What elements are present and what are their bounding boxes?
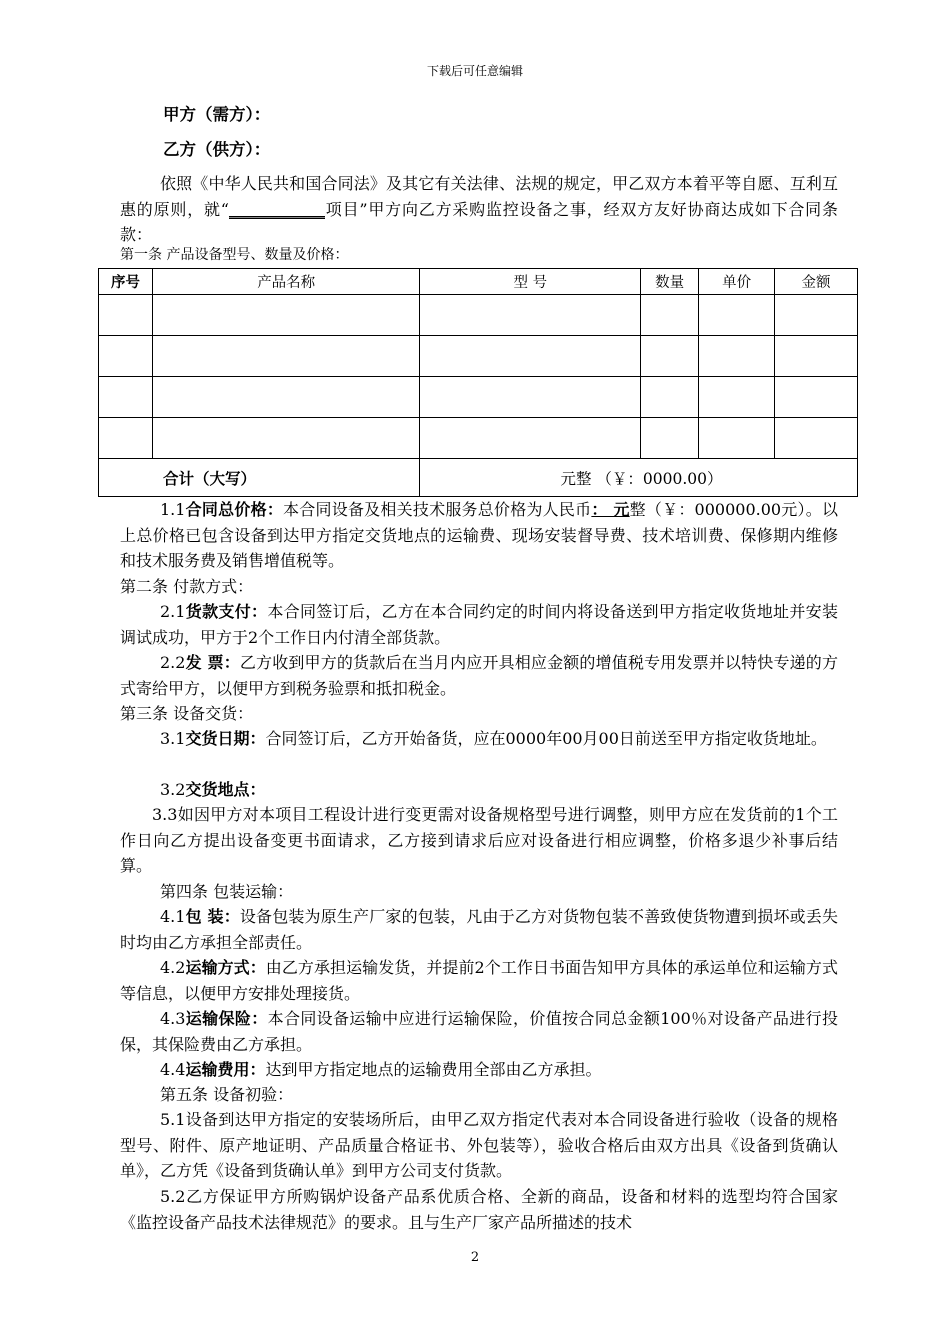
- total-label: 合计（大写）: [99, 459, 420, 497]
- table-cell[interactable]: [420, 336, 641, 377]
- table-cell[interactable]: [99, 377, 153, 418]
- total-value: 元整 （￥：0000.00）: [420, 459, 858, 497]
- project-blank[interactable]: ____________: [228, 199, 325, 219]
- table-cell[interactable]: [420, 377, 641, 418]
- party-a-label: 甲方（需方）：: [163, 105, 271, 124]
- table-cell[interactable]: [420, 295, 641, 336]
- table-row: [99, 295, 858, 336]
- clause-2-1: 2.1货款支付：本合同签订后，乙方在本合同约定的时间内将设备送到甲方指定收货地址并安装调试成功，甲方于2个工作日内付清全部货款。: [120, 602, 838, 647]
- table-cell[interactable]: [699, 336, 775, 377]
- clause-4-4: 4.4运输费用：达到甲方指定地点的运输费用全部由乙方承担。: [160, 1060, 602, 1079]
- col-header-model: 型 号: [420, 269, 641, 295]
- table-row: [99, 336, 858, 377]
- table-cell[interactable]: [699, 377, 775, 418]
- table-cell[interactable]: [641, 336, 699, 377]
- clause-3-1: 3.1交货日期：合同签订后，乙方开始备货，应在0000年00月00日前送至甲方指定收货地址。: [160, 729, 827, 748]
- table-header-row: [99, 269, 858, 295]
- table-cell[interactable]: [699, 418, 775, 459]
- clause-4-2: 4.2运输方式：由乙方承担运输发货，并提前2个工作日书面告知甲方具体的承运单位和运输方式等信息，以便甲方安排处理接货。: [120, 958, 838, 1003]
- page-number: 2: [470, 1250, 480, 1265]
- table-cell[interactable]: [641, 377, 699, 418]
- article-4-title: 第四条 包装运输：: [160, 882, 294, 901]
- clause-4-3: 4.3运输保险：本合同设备运输中应进行运输保险，价值按合同总金额100％对设备产品进行投保，其保险费由乙方承担。: [120, 1009, 838, 1054]
- article-3-title: 第三条 设备交货：: [120, 704, 254, 723]
- clause-3-3: 3.3如因甲方对本项目工程设计进行变更需对设备规格型号进行调整，则甲方应在发货前的1个工作日向乙方提出设备变更书面请求，乙方接到请求后应对设备进行相应调整，价格多退少补事后结算。: [120, 805, 838, 875]
- table-total-row: [99, 459, 858, 497]
- table-cell[interactable]: [775, 336, 858, 377]
- page-header-note: 下载后可任意编辑: [426, 64, 523, 78]
- table-cell[interactable]: [152, 377, 420, 418]
- article-5-title: 第五条 设备初验：: [160, 1085, 294, 1104]
- table-row: [99, 377, 858, 418]
- article-1-title: 第一条 产品设备型号、数量及价格：: [120, 247, 349, 263]
- table-cell[interactable]: [99, 418, 153, 459]
- clause-4-1: 4.1包 装：设备包装为原生产厂家的包装，凡由于乙方对货物包装不善致使货物遭到损坏或丢失时均由乙方承担全部责任。: [120, 907, 838, 952]
- col-header-index: 序号: [99, 269, 153, 295]
- clause-2-2: 2.2发 票：乙方收到甲方的货款后在当月内应开具相应金额的增值税专用发票并以特快专递的方式寄给甲方，以便甲方到税务验票和抵扣税金。: [120, 653, 838, 698]
- col-header-amount: 金额: [775, 269, 858, 295]
- table-cell[interactable]: [152, 295, 420, 336]
- table-row: [99, 418, 858, 459]
- table-cell[interactable]: [152, 418, 420, 459]
- clause-3-2: 3.2交货地点：: [160, 780, 266, 799]
- table-cell[interactable]: [99, 336, 153, 377]
- intro-paragraph: 依照《中华人民共和国合同法》及其它有关法律、法规的规定，甲乙双方本着平等自愿、互利互惠的原则，就“____________项目”甲方向乙方采购监控设备之事，经双方友好协商达成如下合同条款：: [120, 174, 838, 244]
- article-2-title: 第二条 付款方式：: [120, 577, 254, 596]
- table-cell[interactable]: [99, 295, 153, 336]
- table-cell[interactable]: [699, 295, 775, 336]
- table-cell[interactable]: [775, 377, 858, 418]
- table-cell[interactable]: [641, 295, 699, 336]
- table-cell[interactable]: [420, 418, 641, 459]
- table-cell[interactable]: [775, 418, 858, 459]
- table-cell[interactable]: [152, 336, 420, 377]
- clause-5-1: 5.1设备到达甲方指定的安装场所后，由甲乙双方指定代表对本合同设备进行验收（设备的规格型号、附件、原产地证明、产品质量合格证书、外包装等），验收合格后由双方出具《设备到货确认单》，乙方凭《设备到货确认单》到甲方公司支付货款。: [120, 1110, 838, 1180]
- party-b-label: 乙方（供方）：: [163, 140, 271, 159]
- product-table: [98, 268, 858, 497]
- col-header-unit-price: 单价: [699, 269, 775, 295]
- col-header-product-name: 产品名称: [152, 269, 420, 295]
- table-cell[interactable]: [775, 295, 858, 336]
- table-cell[interactable]: [641, 418, 699, 459]
- clause-5-2: 5.2乙方保证甲方所购锅炉设备产品系优质合格、全新的商品，设备和材料的选型均符合国家《监控设备产品技术法律规范》的要求。且与生产厂家产品所描述的技术: [120, 1187, 838, 1232]
- col-header-quantity: 数量: [641, 269, 699, 295]
- clause-1-1: 1.1合同总价格：本合同设备及相关技术服务总价格为人民币： 元整（￥：000000.00元）。以上总价格已包含设备到达甲方指定交货地点的运输费、现场安装督导费、技术培训费、保修期内维修和技术服务费及销售增值税等。: [120, 500, 838, 570]
